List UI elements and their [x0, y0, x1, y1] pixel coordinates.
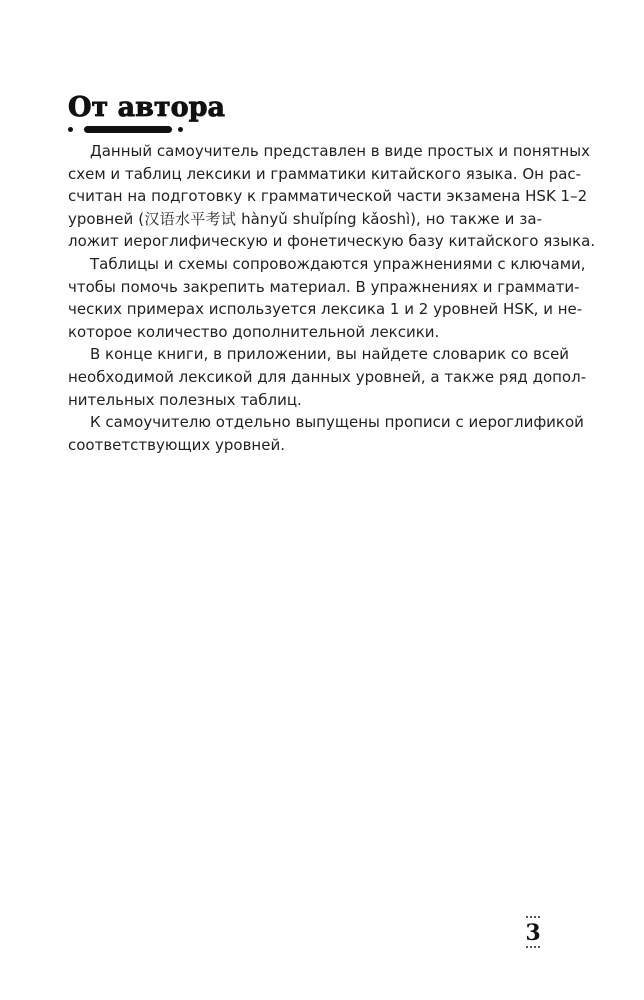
paragraph-line: которое количество дополнительной лексики.	[68, 322, 440, 341]
page-number-value: 3	[525, 920, 541, 946]
paragraph-line: ческих примерах используется лексика 1 и 2 уровней HSK, и не-	[68, 300, 583, 319]
paragraph-line: К самоучителю отдельно выпущены прописи с иероглификой	[90, 413, 584, 432]
paragraph-line: Данный самоучитель представлен в виде простых и понятных	[90, 142, 590, 160]
paragraph-line: уровней (汉语水平考试 hànyǔ shuǐpíng kǎoshì), но также и за-	[68, 209, 542, 228]
page-number	[522, 916, 544, 950]
title-underline-ornament	[68, 126, 186, 134]
paragraph-line: схем и таблиц лексики и грамматики китайского языка. Он рас-	[68, 164, 582, 183]
page-title: От автора	[68, 92, 226, 123]
paragraph-line: чтобы помочь закрепить материал. В упражнениях и граммати-	[68, 277, 580, 296]
paragraph-line: В конце книги, в приложении, вы найдете словарик со всей	[90, 345, 570, 364]
paragraph-line: необходимой лексикой для данных уровней, а также ряд допол-	[68, 367, 587, 386]
paragraph-line: Таблицы и схемы сопровождаются упражнениями с ключами,	[90, 254, 586, 273]
ornament-bar	[84, 126, 172, 133]
paragraph-line: нительных полезных таблиц.	[68, 390, 302, 409]
paragraph-line: считан на подготовку к грамматической части экзамена HSK 1–2	[68, 187, 588, 206]
page-number-ornament	[526, 946, 540, 950]
paragraph-line: ложит иероглифическую и фонетическую базу китайского языка.	[68, 232, 596, 251]
ornament-dot	[68, 127, 73, 132]
ornament-dot	[178, 127, 183, 132]
body-text	[68, 140, 596, 456]
paragraph-line: соответствующих уровней.	[68, 435, 285, 454]
